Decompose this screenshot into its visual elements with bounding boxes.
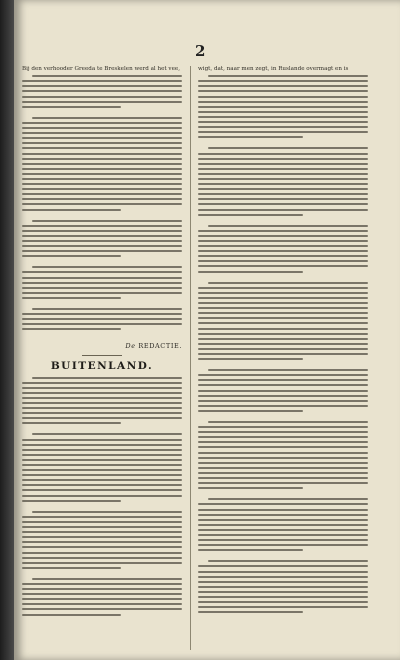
text-line: [198, 85, 368, 87]
text-line: [198, 297, 368, 299]
section-rule: [82, 355, 122, 356]
text-line: [198, 446, 368, 448]
text-line: [198, 209, 368, 211]
left-paragraph-block: [22, 75, 182, 339]
text-line: [208, 282, 368, 284]
text-line: [22, 85, 182, 87]
text-line: [198, 292, 368, 294]
text-line: [198, 358, 303, 360]
text-line: [198, 529, 368, 531]
text-line: [198, 255, 368, 257]
text-line: [198, 601, 368, 603]
text-line: [198, 121, 368, 123]
text-line: [22, 90, 182, 92]
text-line: [198, 136, 303, 138]
text-line: [32, 377, 182, 379]
text-line: [198, 539, 368, 541]
text-line: [198, 452, 368, 454]
text-line: [22, 313, 182, 315]
text-line: [198, 606, 368, 608]
redactie-prefix: De: [125, 341, 136, 350]
text-line: [198, 457, 368, 459]
text-line: [198, 581, 368, 583]
text-line: [22, 484, 182, 486]
text-line: [22, 614, 121, 616]
text-line: [22, 552, 182, 554]
text-line: [22, 235, 182, 237]
text-line: [198, 101, 368, 103]
text-line: [22, 328, 121, 330]
text-line: [22, 153, 182, 155]
text-line: [22, 188, 182, 190]
text-line: [198, 514, 368, 516]
text-line: [198, 410, 303, 412]
text-line: [22, 230, 182, 232]
text-line: [22, 464, 182, 466]
text-line: [198, 565, 368, 567]
text-line: [198, 472, 368, 474]
book-spine: [0, 0, 14, 660]
text-line: [198, 405, 368, 407]
text-line: [198, 168, 368, 170]
text-line: [22, 412, 182, 414]
text-line: [198, 462, 368, 464]
text-line: [22, 422, 121, 424]
text-line: [22, 255, 121, 257]
text-line: [198, 524, 368, 526]
text-line: [22, 387, 182, 389]
page-number: 2: [195, 42, 206, 60]
text-line: [198, 203, 368, 205]
text-line: [22, 297, 121, 299]
text-line: [22, 80, 182, 82]
text-line: [32, 433, 182, 435]
redactie-label: REDACTIE.: [138, 341, 182, 350]
right-column: [198, 66, 368, 648]
text-line: [198, 395, 368, 397]
text-line: [198, 534, 368, 536]
text-line: [198, 260, 368, 262]
text-line: [22, 277, 182, 279]
text-line: [198, 519, 368, 521]
text-line: [22, 271, 182, 273]
text-line: [198, 116, 368, 118]
text-line: [198, 265, 368, 267]
text-line: [32, 578, 182, 580]
text-line: [22, 557, 182, 559]
text-line: [22, 158, 182, 160]
text-line: [22, 608, 182, 610]
text-line: [22, 454, 182, 456]
text-line: [22, 402, 182, 404]
text-line: [198, 487, 303, 489]
text-line: [198, 111, 368, 113]
text-line: [22, 122, 182, 124]
text-line: [198, 591, 368, 593]
text-line: [22, 209, 121, 211]
text-line: [22, 127, 182, 129]
text-line: [198, 307, 368, 309]
text-line: [32, 117, 182, 119]
text-line: [22, 178, 182, 180]
text-line: [198, 173, 368, 175]
column-divider: [190, 66, 191, 650]
text-line: [22, 392, 182, 394]
text-line: [208, 147, 368, 149]
text-line: [22, 163, 182, 165]
text-line: [198, 250, 368, 252]
text-line: [198, 586, 368, 588]
text-line: [198, 390, 368, 392]
text-line: [22, 479, 182, 481]
text-line: [22, 96, 182, 98]
text-line: [198, 426, 368, 428]
right-paragraph-block: [198, 75, 368, 622]
text-line: [198, 467, 368, 469]
text-line: [208, 498, 368, 500]
text-line: [22, 183, 182, 185]
text-line: [22, 459, 182, 461]
text-line: [22, 583, 182, 585]
text-line: [198, 348, 368, 350]
text-line: [22, 101, 182, 103]
redactie-signature: [22, 342, 182, 350]
text-line: [22, 526, 182, 528]
text-line: [208, 225, 368, 227]
text-line: [198, 80, 368, 82]
text-line: [22, 137, 182, 139]
text-line: [22, 106, 121, 108]
text-line: [198, 245, 368, 247]
text-line: [22, 439, 182, 441]
text-line: [22, 245, 182, 247]
text-line: [22, 541, 182, 543]
right-opening-line: wigt, dat, naar men zegt, in Ruslande overmagt en is: [198, 66, 349, 72]
text-line: [198, 544, 368, 546]
text-line: [22, 516, 182, 518]
text-line: [22, 225, 182, 227]
text-line: [198, 333, 368, 335]
text-line: [198, 153, 368, 155]
text-line: [22, 173, 182, 175]
text-line: [198, 183, 368, 185]
text-line: [22, 598, 182, 600]
text-line: [22, 318, 182, 320]
text-line: [198, 230, 368, 232]
text-line: [198, 198, 368, 200]
text-line: [32, 511, 182, 513]
text-line: [22, 142, 182, 144]
text-line: [198, 163, 368, 165]
text-line: [198, 436, 368, 438]
text-line: [22, 489, 182, 491]
text-line: [22, 474, 182, 476]
text-line: [198, 235, 368, 237]
text-line: [22, 132, 182, 134]
text-line: [22, 536, 182, 538]
text-line: [22, 282, 182, 284]
text-line: [22, 500, 121, 502]
text-line: [198, 482, 368, 484]
text-line: [22, 567, 121, 569]
text-line: [198, 126, 368, 128]
text-line: [198, 596, 368, 598]
text-line: [22, 323, 182, 325]
left-paragraph-block: [22, 377, 182, 625]
text-line: [198, 374, 368, 376]
text-line: [198, 328, 368, 330]
text-line: [32, 75, 182, 77]
text-line: [198, 96, 368, 98]
text-line: [198, 90, 368, 92]
text-line: [198, 611, 303, 613]
left-column: [22, 66, 182, 648]
text-line: [22, 531, 182, 533]
text-line: [198, 509, 368, 511]
text-line: [198, 549, 303, 551]
text-line: [208, 560, 368, 562]
text-line: [22, 407, 182, 409]
text-line: [198, 158, 368, 160]
text-line: [32, 266, 182, 268]
text-line: [198, 503, 368, 505]
text-line: [198, 576, 368, 578]
text-line: [22, 240, 182, 242]
text-line: [198, 441, 368, 443]
text-line: [198, 353, 368, 355]
text-line: [22, 287, 182, 289]
text-line: [22, 495, 182, 497]
text-line: [198, 571, 368, 573]
text-line: [208, 369, 368, 371]
text-line: [22, 382, 182, 384]
left-opening-line: Bij den verhooder Greeda te Breskelen werd al het vee,: [22, 66, 180, 72]
text-line: [198, 178, 368, 180]
text-line: [198, 271, 303, 273]
text-line: [198, 214, 303, 216]
text-line: [22, 588, 182, 590]
text-line: [22, 603, 182, 605]
text-line: [22, 250, 182, 252]
text-line: [198, 379, 368, 381]
text-line: [198, 477, 368, 479]
text-line: [22, 546, 182, 548]
text-line: [198, 131, 368, 133]
text-line: [198, 193, 368, 195]
text-line: [22, 292, 182, 294]
text-line: [198, 400, 368, 402]
text-line: [32, 308, 182, 310]
text-line: [198, 338, 368, 340]
text-line: [208, 421, 368, 423]
text-line: [22, 562, 182, 564]
text-line: [22, 593, 182, 595]
text-line: [198, 240, 368, 242]
text-line: [22, 168, 182, 170]
text-line: [198, 317, 368, 319]
text-line: [22, 147, 182, 149]
text-line: [198, 106, 368, 108]
text-line: [22, 198, 182, 200]
text-line: [22, 417, 182, 419]
text-line: [198, 188, 368, 190]
text-line: [22, 521, 182, 523]
text-line: [22, 444, 182, 446]
text-line: [22, 449, 182, 451]
text-line: [22, 397, 182, 399]
text-line: [198, 302, 368, 304]
text-line: [22, 203, 182, 205]
text-line: [198, 287, 368, 289]
text-line: [198, 384, 368, 386]
text-line: [198, 322, 368, 324]
text-line: [198, 343, 368, 345]
text-line: [198, 431, 368, 433]
text-line: [22, 193, 182, 195]
text-line: [22, 469, 182, 471]
text-line: [208, 75, 368, 77]
text-line: [32, 220, 182, 222]
text-line: [198, 312, 368, 314]
section-heading-buitenland: BUITENLAND.: [50, 359, 154, 372]
